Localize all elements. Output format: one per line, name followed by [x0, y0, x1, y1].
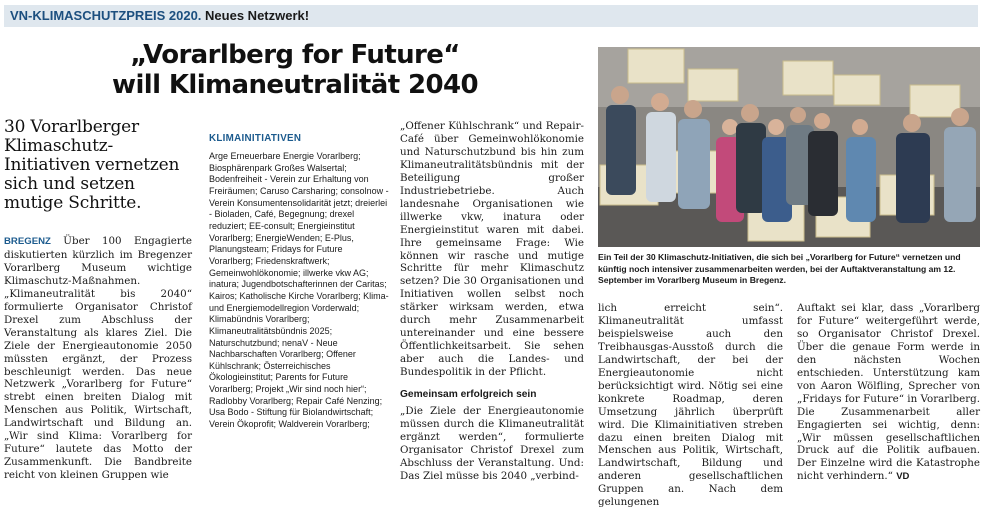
group-photo: [598, 47, 980, 247]
column-4-text: lich erreicht sein“. Klimaneutralität umfasst beispielsweise auch den Treibhausgas-Ausstoß durch die Landwirtschaft, der bei der Energieautonomie nicht berücksichtigt wird. Nötig sei eine konkrete Roadmap, deren Umsetzung jährlich überprüft wird. Die Klimainitiativen streben dazu einen breiten Dialog mit Menschen aus Politik, Wirtschaft, Landwirtschaft, Bildung und anderen gesellschaftlichen Gruppen an. Nach dem gelungenen: [598, 302, 783, 509]
group-photo-illustration: [598, 47, 980, 247]
infobox-title: KLIMAINITIATIVEN: [209, 133, 302, 144]
dateline: BREGENZ: [4, 236, 51, 247]
kicker-label: VN-KLIMASCHUTZPREIS 2020.: [10, 8, 202, 23]
column-1-text: Über 100 Engagierte diskutierten kürzlich im Bregenzer Vorarlberg Museum wichtige Klimaschutz-Maßnahmen. „Klimaneutralität bis 2040“ formulierte Organisator Christof Drexel zum Abschluss der Veranstaltung als klares Ziel. Die Ziele der Energieautonomie 2050 müssten ergänzt, der Prozess beschleunigt werden. Das neue Netzwerk „Vorarlberg for Future“ strebt einen breiten Dialog mit Menschen aus Politik, Wirtschaft, Landwirtschaft und Bildung an. „Wir sind Klima: Vorarlberg for Future“ lautete das Motto der Zusammenkunft. Die Bandbreite reicht von kleinen Gruppen wie: [4, 235, 193, 482]
article-column-5: [797, 302, 980, 484]
article-column-1: [4, 235, 192, 482]
subheadline: 30 Vorarlberger Klimaschutz-Initiativen vernetzen sich und setzen mutige Schritte.: [4, 117, 180, 213]
section-heading: Gemeinsam erfolgreich sein: [400, 389, 537, 400]
infobox-list: Arge Erneuerbare Energie Vorarlberg; Biosphärenpark Großes Walsertal; Bodenfreiheit - Verein zur Erhaltung von Freiräumen; Caruso Carsharing; consolnow - Verein Konsumentensolidarität jetzt; dreierlei - Bioladen, Café, Begegnung; drexel reduziert; EE-consult; Energieinstitut Vorarlberg; EnergieWenden; E-Plus, Planungsteam; Fridays for Future Vorarlberg; Friedenskraftwerk; Gemeinwohlökonomie; illwerke vkw AG; inatura; Jugendbotschafterinnen der Caritas; Kairos; Katholische Kirche Vorarlberg; Klima- und Energiemodellregion Vorderwald; Klimabündnis Vorarlberg; Klimaneutralitätsbündnis 2025; Naturschutzbund; nenaV - Neue Nachbarschaften Vorarlberg; Offener Kühlschrank; Österreichisches Ökologieinstitut; Parents for Future Vorarlberg; Projekt „Wir sind noch hier“; Radlobby Vorarlberg; Repair Café Nenzing; Usa Bodo - Stiftung für Biolandwirtschaft; Verein Ökoprofit; Waldverein Vorarlberg;: [209, 151, 389, 430]
photo-caption: Ein Teil der 30 Klimaschutz-Initiativen, die sich bei „Vorarlberg for Future“ vernetzen und künftig noch intensiver zusammenarbeiten werden, bei der Auftaktveranstaltung am 12. September im Vorarlberg Museum in Bregenz.: [598, 252, 961, 285]
author-signature: VD: [896, 471, 910, 483]
column-3-text: „Offener Kühlschrank“ und Repair-Café über Gemeinwohlökonomie und Naturschutzbund bis hin zum Klimaneutralitätsbündnis mit der Beteiligung großer Industriebetriebe. Auch landesnahe Organisationen wie illwerke vkw, inatura oder Energieinstitut waren mit dabei. Ihre gemeinsame Frage: Wie können wir rasche und mutige Schritte für mehr Klimaschutz setzen? Die 30 Organisationen und Initiativen wollen selbst noch stärker wirksam werden, etwa durch mehr Zusammenarbeit untereinander und eine bessere Öffentlichkeitsarbeit. Sie sehen aber auch die Landes- und Bundespolitik in der Pflicht.: [400, 120, 584, 379]
headline: [60, 40, 530, 100]
column-3-text-continued: „Die Ziele der Energieautonomie müssen durch die Klimaneutralität ergänzt werden“, formulierte Organisator Christof Drexel zum Abschluss der Veranstaltung. Und: Das Ziel müsse bis 2040 „verbind-: [400, 405, 584, 482]
kicker-subtitle: Neues Netzwerk!: [205, 8, 310, 23]
column-5-text: Auftakt sei klar, dass „Vorarlberg for Future“ weitergeführt werde, so Organisator Christof Drexel. Über die genaue Form werde in den nächsten Wochen entschieden. Unterstützung kam von Aaron Wölfling, Sprecher von „Fridays for Future“ in Vorarlberg. Die Zusammenarbeit aller Engagierten sei wichtig, denn: „Wir müssen gesellschaftlichen Druck auf die Politik aufbauen. Der Einzelne wird die Katastrophe nicht verhindern.“: [797, 302, 980, 483]
headline-line-2: will Klimaneutralität 2040: [112, 70, 478, 100]
kicker: [10, 8, 309, 23]
headline-line-1: „Vorarlberg for Future“: [130, 40, 460, 70]
